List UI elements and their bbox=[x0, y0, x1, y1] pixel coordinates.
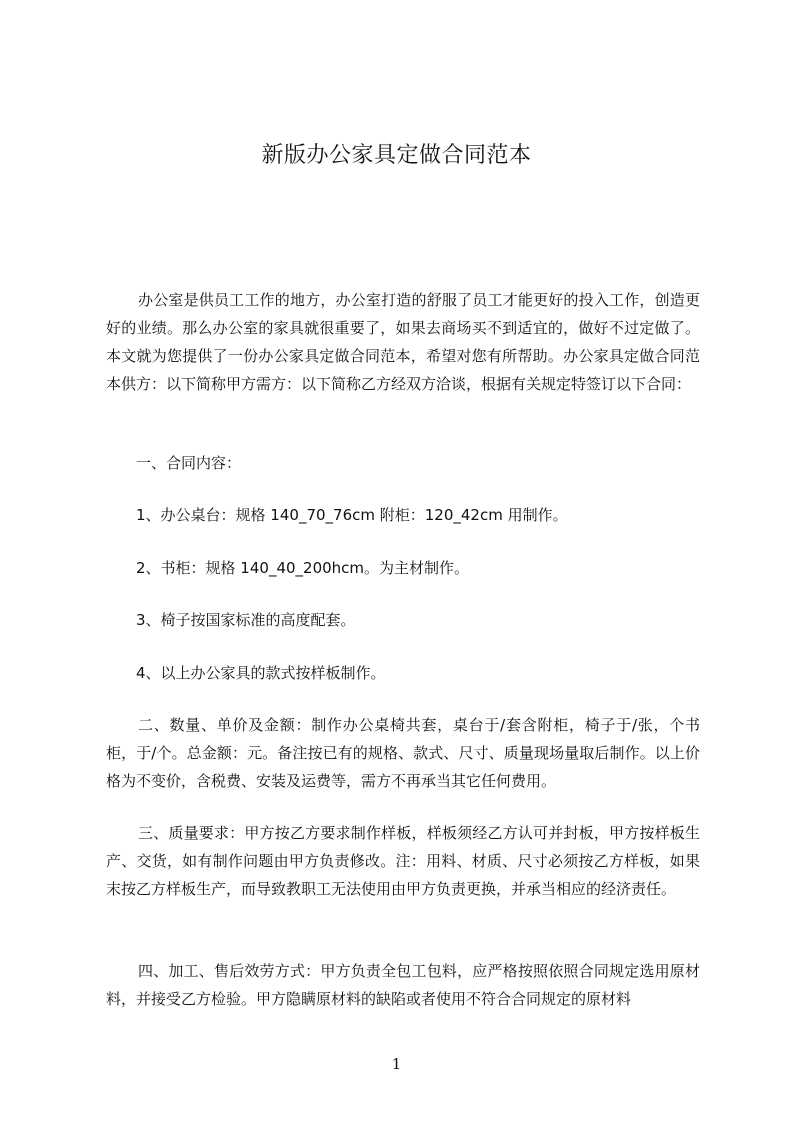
item4-paragraph: 4、以上办公家具的款式按样板制作。 bbox=[136, 664, 386, 682]
section3-paragraph: 三、质量要求：甲方按乙方要求制作样板，样板须经乙方认可并封板，甲方按样板生产、交货，如有制作问题由甲方负责修改。注：用料、材质、尺寸必须按乙方样板，如果末按乙方样板生产，而导致教职工无法使用由甲方负责更换，并承当相应的经济责任。 bbox=[106, 824, 700, 898]
item1-paragraph: 1、办公桌台：规格 140_70_76cm 附柜：120_42cm 用制作。 bbox=[136, 506, 568, 524]
item3-paragraph: 3、椅子按国家标准的高度配套。 bbox=[136, 611, 356, 629]
item2-paragraph: 2、书柜：规格 140_40_200hcm。为主材制作。 bbox=[136, 559, 470, 577]
page-number: 1 bbox=[391, 1055, 402, 1073]
section2-paragraph: 二、数量、单价及金额：制作办公桌椅共套，桌台于/套含附柜，椅子于/张，个书柜，于/个。总金额：元。备注按已有的规格、款式、尺寸、质量现场量取后制作。以上价格为不变价，含税费、安装及运费等，需方不再承当其它任何费用。 bbox=[106, 716, 700, 790]
section4-paragraph: 四、加工、售后效劳方式：甲方负责全包工包料，应严格按照依照合同规定选用原材料，并接受乙方检验。甲方隐瞒原材料的缺陷或者使用不符合合同规定的原材料 bbox=[106, 962, 700, 1008]
section1-heading: 一、合同内容： bbox=[136, 454, 242, 472]
document-title: 新版办公家具定做合同范本 bbox=[261, 143, 532, 168]
intro-paragraph: 办公室是供员工工作的地方，办公室打造的舒服了员工才能更好的投入工作，创造更好的业绩。那么办公室的家具就很重要了，如果去商场买不到适宜的，做好不过定做了。本文就为您提供了一份办公家具定做合同范本，希望对您有所帮助。办公家具定做合同范本供方：以下简称甲方需方：以下简称乙方经双方洽谈，根据有关规定特签订以下合同： bbox=[106, 291, 700, 393]
